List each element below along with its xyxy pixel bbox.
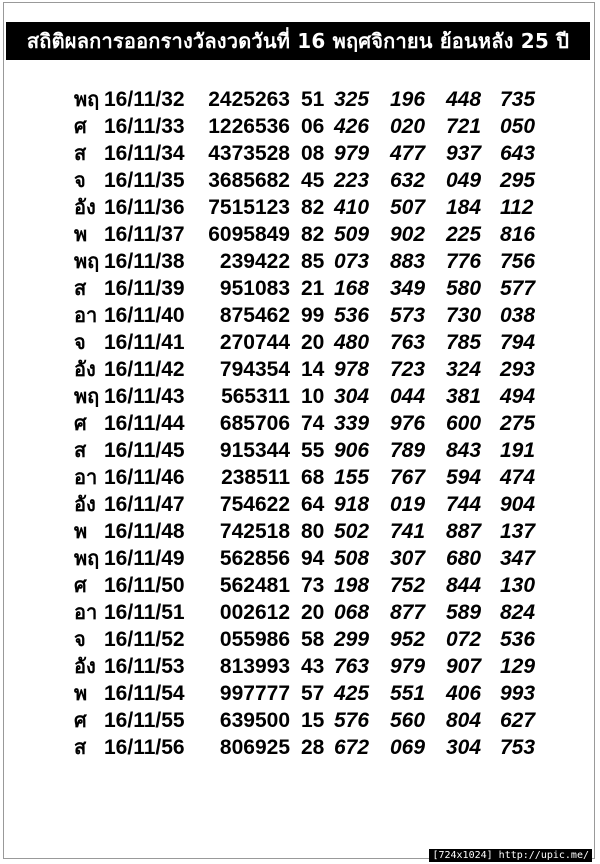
day-cell: จ <box>74 627 86 651</box>
day-cell: พฤ <box>74 249 100 273</box>
day-cell: อา <box>74 600 98 624</box>
day-cell: อา <box>74 465 98 489</box>
three-digit-cell: 952 <box>390 628 426 651</box>
three-digit-cell: 978 <box>334 358 370 381</box>
three-digit-cell: 844 <box>446 574 482 597</box>
three-digit-cell: 299 <box>334 628 370 651</box>
two-digit-cell: 20 <box>301 331 325 354</box>
three-digit-cell: 072 <box>446 628 482 651</box>
three-digit-cell: 785 <box>446 331 482 354</box>
results-table <box>0 86 600 761</box>
three-digit-cell: 763 <box>390 331 426 354</box>
date-cell: 16/11/45 <box>104 439 185 462</box>
date-cell: 16/11/34 <box>104 142 185 165</box>
table-row <box>0 707 600 734</box>
two-digit-cell: 43 <box>301 655 325 678</box>
two-digit-cell: 85 <box>301 250 325 273</box>
three-digit-cell: 349 <box>390 277 426 300</box>
three-digit-cell: 918 <box>334 493 370 516</box>
three-digit-cell: 448 <box>446 88 482 111</box>
three-digit-cell: 573 <box>390 304 426 327</box>
day-cell: ส <box>74 141 87 165</box>
two-digit-cell: 45 <box>301 169 325 192</box>
two-digit-cell: 73 <box>301 574 325 597</box>
three-digit-cell: 627 <box>500 709 536 732</box>
first-prize-cell: 6095849 <box>208 223 290 246</box>
three-digit-cell: 804 <box>446 709 482 732</box>
page-title: สถิติผลการออกรางวัลงวดวันที่ 16 พฤศจิกายน ย้อนหลัง 25 ปี <box>6 22 590 60</box>
three-digit-cell: 776 <box>446 250 482 273</box>
table-row <box>0 734 600 761</box>
three-digit-cell: 594 <box>446 466 482 489</box>
day-cell: พ <box>74 681 88 705</box>
table-row <box>0 356 600 383</box>
first-prize-cell: 951083 <box>219 277 290 300</box>
three-digit-cell: 937 <box>446 142 482 165</box>
three-digit-cell: 730 <box>446 304 482 327</box>
three-digit-cell: 112 <box>500 196 534 219</box>
three-digit-cell: 044 <box>390 385 426 408</box>
table-row <box>0 572 600 599</box>
date-cell: 16/11/48 <box>104 520 185 543</box>
date-cell: 16/11/55 <box>104 709 185 732</box>
date-cell: 16/11/32 <box>104 88 185 111</box>
table-row <box>0 491 600 518</box>
date-cell: 16/11/47 <box>104 493 185 516</box>
day-cell: ส <box>74 735 87 759</box>
day-cell: พฤ <box>74 87 100 111</box>
two-digit-cell: 55 <box>301 439 325 462</box>
three-digit-cell: 307 <box>390 547 426 570</box>
day-cell: อัง <box>74 492 96 516</box>
first-prize-cell: 4373528 <box>208 142 290 165</box>
date-cell: 16/11/52 <box>104 628 185 651</box>
table-row <box>0 410 600 437</box>
three-digit-cell: 155 <box>334 466 370 489</box>
date-cell: 16/11/56 <box>104 736 185 759</box>
date-cell: 16/11/42 <box>104 358 185 381</box>
three-digit-cell: 723 <box>390 358 426 381</box>
three-digit-cell: 741 <box>390 520 426 543</box>
two-digit-cell: 64 <box>301 493 325 516</box>
two-digit-cell: 51 <box>301 88 325 111</box>
date-cell: 16/11/54 <box>104 682 185 705</box>
three-digit-cell: 902 <box>390 223 426 246</box>
two-digit-cell: 06 <box>301 115 325 138</box>
three-digit-cell: 130 <box>500 574 536 597</box>
two-digit-cell: 94 <box>301 547 325 570</box>
first-prize-cell: 2425263 <box>208 88 290 111</box>
table-row <box>0 518 600 545</box>
table-row <box>0 113 600 140</box>
three-digit-cell: 877 <box>390 601 426 624</box>
table-row <box>0 302 600 329</box>
two-digit-cell: 68 <box>301 466 325 489</box>
two-digit-cell: 10 <box>301 385 325 408</box>
three-digit-cell: 756 <box>500 250 536 273</box>
date-cell: 16/11/50 <box>104 574 185 597</box>
three-digit-cell: 324 <box>446 358 482 381</box>
three-digit-cell: 381 <box>446 385 482 408</box>
first-prize-cell: 270744 <box>219 331 290 354</box>
three-digit-cell: 304 <box>334 385 370 408</box>
two-digit-cell: 21 <box>301 277 325 300</box>
three-digit-cell: 474 <box>500 466 536 489</box>
three-digit-cell: 993 <box>500 682 536 705</box>
three-digit-cell: 589 <box>446 601 482 624</box>
three-digit-cell: 168 <box>334 277 370 300</box>
three-digit-cell: 038 <box>500 304 536 327</box>
day-cell: จ <box>74 330 86 354</box>
three-digit-cell: 198 <box>334 574 370 597</box>
day-cell: ศ <box>74 411 87 435</box>
two-digit-cell: 58 <box>301 628 325 651</box>
first-prize-cell: 813993 <box>219 655 290 678</box>
table-row <box>0 680 600 707</box>
three-digit-cell: 907 <box>446 655 482 678</box>
three-digit-cell: 410 <box>334 196 370 219</box>
three-digit-cell: 976 <box>390 412 426 435</box>
table-row <box>0 86 600 113</box>
three-digit-cell: 560 <box>390 709 426 732</box>
three-digit-cell: 752 <box>390 574 426 597</box>
three-digit-cell: 019 <box>390 493 426 516</box>
three-digit-cell: 196 <box>390 88 426 111</box>
three-digit-cell: 049 <box>446 169 482 192</box>
date-cell: 16/11/51 <box>104 601 185 624</box>
first-prize-cell: 997777 <box>219 682 290 705</box>
two-digit-cell: 82 <box>301 223 325 246</box>
three-digit-cell: 509 <box>334 223 370 246</box>
three-digit-cell: 184 <box>446 196 482 219</box>
date-cell: 16/11/39 <box>104 277 185 300</box>
day-cell: อัง <box>74 357 96 381</box>
two-digit-cell: 57 <box>301 682 325 705</box>
three-digit-cell: 347 <box>500 547 536 570</box>
date-cell: 16/11/53 <box>104 655 185 678</box>
date-cell: 16/11/33 <box>104 115 185 138</box>
day-cell: อัง <box>74 654 96 678</box>
date-cell: 16/11/36 <box>104 196 185 219</box>
three-digit-cell: 979 <box>334 142 370 165</box>
three-digit-cell: 480 <box>334 331 370 354</box>
date-cell: 16/11/35 <box>104 169 185 192</box>
footer-watermark: [724x1024] http://upic.me/ <box>429 849 592 862</box>
two-digit-cell: 14 <box>301 358 325 381</box>
three-digit-cell: 477 <box>390 142 426 165</box>
three-digit-cell: 425 <box>334 682 370 705</box>
three-digit-cell: 576 <box>334 709 370 732</box>
first-prize-cell: 239422 <box>219 250 290 273</box>
three-digit-cell: 887 <box>446 520 482 543</box>
table-row <box>0 626 600 653</box>
day-cell: พฤ <box>74 546 100 570</box>
day-cell: พ <box>74 222 88 246</box>
three-digit-cell: 502 <box>334 520 370 543</box>
three-digit-cell: 073 <box>334 250 370 273</box>
three-digit-cell: 735 <box>500 88 536 111</box>
two-digit-cell: 74 <box>301 412 325 435</box>
three-digit-cell: 824 <box>500 601 536 624</box>
three-digit-cell: 904 <box>500 493 536 516</box>
two-digit-cell: 80 <box>301 520 325 543</box>
three-digit-cell: 600 <box>446 412 482 435</box>
three-digit-cell: 906 <box>334 439 370 462</box>
first-prize-cell: 562856 <box>219 547 290 570</box>
two-digit-cell: 08 <box>301 142 325 165</box>
three-digit-cell: 753 <box>500 736 536 759</box>
table-row <box>0 545 600 572</box>
first-prize-cell: 806925 <box>219 736 290 759</box>
three-digit-cell: 672 <box>334 736 370 759</box>
day-cell: ศ <box>74 708 87 732</box>
table-row <box>0 653 600 680</box>
three-digit-cell: 632 <box>390 169 426 192</box>
three-digit-cell: 406 <box>446 682 482 705</box>
three-digit-cell: 339 <box>334 412 370 435</box>
first-prize-cell: 754622 <box>219 493 290 516</box>
date-cell: 16/11/43 <box>104 385 185 408</box>
table-row <box>0 437 600 464</box>
three-digit-cell: 068 <box>334 601 370 624</box>
three-digit-cell: 580 <box>446 277 482 300</box>
day-cell: จ <box>74 168 86 192</box>
three-digit-cell: 794 <box>500 331 536 354</box>
first-prize-cell: 875462 <box>219 304 290 327</box>
three-digit-cell: 426 <box>334 115 370 138</box>
first-prize-cell: 7515123 <box>208 196 290 219</box>
first-prize-cell: 055986 <box>219 628 290 651</box>
three-digit-cell: 843 <box>446 439 482 462</box>
two-digit-cell: 99 <box>301 304 325 327</box>
day-cell: อัง <box>74 195 96 219</box>
three-digit-cell: 508 <box>334 547 370 570</box>
first-prize-cell: 639500 <box>219 709 290 732</box>
table-row <box>0 383 600 410</box>
table-row <box>0 248 600 275</box>
three-digit-cell: 536 <box>500 628 536 651</box>
three-digit-cell: 816 <box>500 223 536 246</box>
day-cell: พฤ <box>74 384 100 408</box>
three-digit-cell: 494 <box>500 385 536 408</box>
two-digit-cell: 20 <box>301 601 325 624</box>
first-prize-cell: 562481 <box>219 574 290 597</box>
three-digit-cell: 536 <box>334 304 370 327</box>
table-row <box>0 194 600 221</box>
day-cell: อา <box>74 303 98 327</box>
three-digit-cell: 129 <box>500 655 536 678</box>
two-digit-cell: 15 <box>301 709 325 732</box>
day-cell: พ <box>74 519 88 543</box>
three-digit-cell: 275 <box>500 412 536 435</box>
first-prize-cell: 3685682 <box>208 169 290 192</box>
three-digit-cell: 223 <box>334 169 370 192</box>
table-row <box>0 140 600 167</box>
date-cell: 16/11/49 <box>104 547 185 570</box>
table-row <box>0 599 600 626</box>
three-digit-cell: 744 <box>446 493 482 516</box>
three-digit-cell: 883 <box>390 250 426 273</box>
day-cell: ศ <box>74 114 87 138</box>
first-prize-cell: 002612 <box>219 601 290 624</box>
date-cell: 16/11/46 <box>104 466 185 489</box>
table-row <box>0 464 600 491</box>
three-digit-cell: 551 <box>390 682 426 705</box>
date-cell: 16/11/44 <box>104 412 185 435</box>
date-cell: 16/11/40 <box>104 304 185 327</box>
two-digit-cell: 28 <box>301 736 325 759</box>
three-digit-cell: 225 <box>446 223 482 246</box>
three-digit-cell: 979 <box>390 655 426 678</box>
table-row <box>0 329 600 356</box>
day-cell: ส <box>74 276 87 300</box>
three-digit-cell: 721 <box>446 115 482 138</box>
day-cell: ส <box>74 438 87 462</box>
first-prize-cell: 238511 <box>221 466 290 489</box>
date-cell: 16/11/37 <box>104 223 185 246</box>
three-digit-cell: 325 <box>334 88 370 111</box>
three-digit-cell: 293 <box>500 358 536 381</box>
first-prize-cell: 742518 <box>219 520 290 543</box>
first-prize-cell: 685706 <box>219 412 290 435</box>
three-digit-cell: 507 <box>390 196 426 219</box>
first-prize-cell: 565311 <box>221 385 290 408</box>
table-row <box>0 221 600 248</box>
three-digit-cell: 789 <box>390 439 426 462</box>
three-digit-cell: 137 <box>500 520 536 543</box>
three-digit-cell: 069 <box>390 736 426 759</box>
three-digit-cell: 767 <box>390 466 426 489</box>
three-digit-cell: 680 <box>446 547 482 570</box>
first-prize-cell: 915344 <box>219 439 290 462</box>
table-row <box>0 275 600 302</box>
day-cell: ศ <box>74 573 87 597</box>
three-digit-cell: 577 <box>500 277 536 300</box>
first-prize-cell: 794354 <box>219 358 290 381</box>
first-prize-cell: 1226536 <box>208 115 290 138</box>
three-digit-cell: 643 <box>500 142 536 165</box>
date-cell: 16/11/41 <box>104 331 185 354</box>
table-row <box>0 167 600 194</box>
three-digit-cell: 763 <box>334 655 370 678</box>
three-digit-cell: 295 <box>500 169 536 192</box>
three-digit-cell: 020 <box>390 115 426 138</box>
three-digit-cell: 304 <box>446 736 482 759</box>
date-cell: 16/11/38 <box>104 250 185 273</box>
three-digit-cell: 050 <box>500 115 536 138</box>
two-digit-cell: 82 <box>301 196 325 219</box>
three-digit-cell: 191 <box>500 439 536 462</box>
